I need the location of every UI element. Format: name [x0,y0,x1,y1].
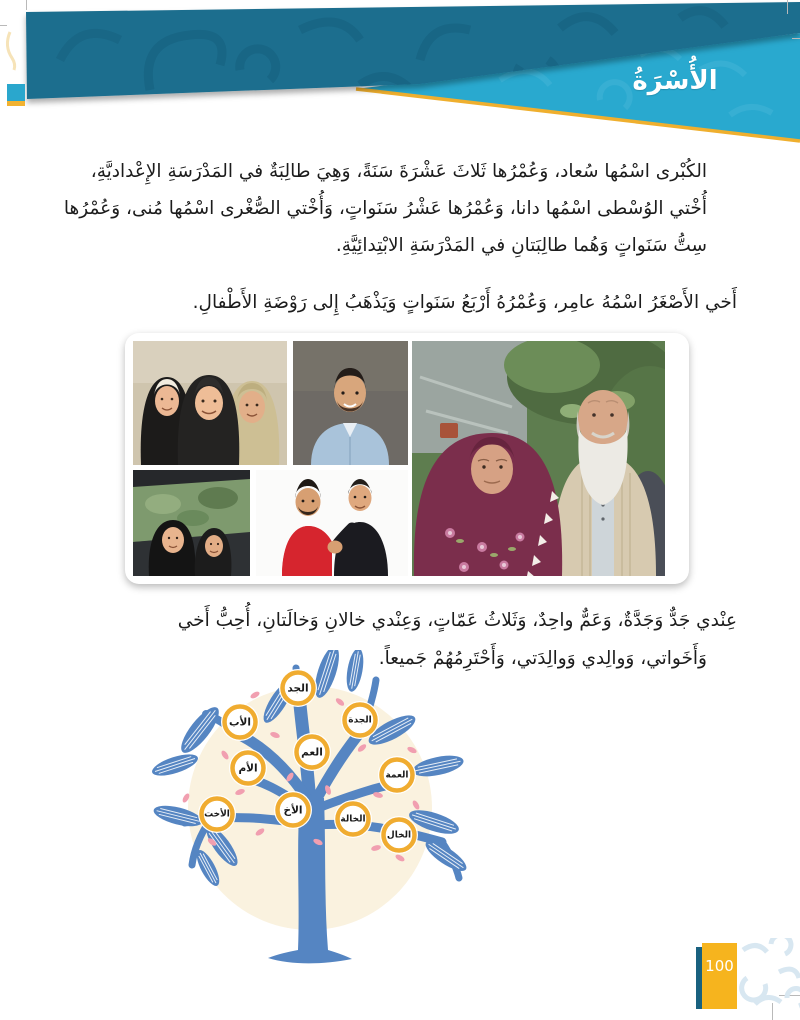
corner-calligraphy-pattern [735,938,800,1020]
clasped-hands [328,541,343,554]
tree-node-9 [380,816,418,854]
paragraph-line: عِنْدي جَدٌّ وَجَدَّةٌ، وَعَمٌّ واحِدٌ، وَثَلاثُ عَمّاتٍ، وَعِنْدي خالانِ وَخالَتانِ، أُحِبُّ أَخي [177,610,737,631]
crop-mark [787,0,788,14]
tree-node-5 [378,756,416,794]
paragraph-line: سِتُّ سَنَواتٍ وَهُما طالِبَتانِ في المَدْرَسَةِ الابْتِدائِيَّةِ. [335,235,707,256]
crop-mark [792,38,800,39]
photo-man-blue-shirt [293,341,408,465]
tree-node-label: الخال [386,830,412,841]
page-number: 100 [705,957,734,975]
intro-paragraphs [63,153,737,321]
photo-three-women-hijab [133,341,287,465]
tree-node-label: الجد [287,682,309,695]
page-title: الأُسْرَةُ [632,66,718,96]
tree-node-label: الخالة [340,814,366,825]
paragraph-line: أَخي الأَصْغَرُ اسْمُهُ عامِر، وَعُمْرُهُ أَرْبَعُ سَنَواتٍ وَيَذْهَبُ إِلى رَوْضَةِ الأَطْفالِ. [192,292,737,313]
tree-node-label: العم [301,746,323,759]
tree-node-label: الجدة [348,715,372,726]
paragraph-line: الكُبْرى اسْمُها سُعاد، وَعُمْرُها ثَلاثَ عَشْرَةَ سَنَةً، وَهِيَ طالِبَةٌ في المَدْرَسَةِ الإِعْداديَّةِ، [90,161,707,182]
tree-node-label: الأم [238,762,258,775]
tree-node-3 [293,733,331,771]
tree-node-label: الأب [229,716,251,729]
family-photo-collage [125,333,689,584]
left-margin-decor-glyph [7,32,14,70]
left-yellow-strip [7,101,25,106]
tree-node-1 [221,703,259,741]
crop-mark [0,25,7,26]
tree-node-6 [198,795,236,833]
tree-node-7 [274,791,312,829]
tree-node-0 [279,669,317,707]
photo-two-men-handclasp [256,470,408,576]
tree-node-2 [341,701,379,739]
page-number-badge [702,943,737,1009]
tree-node-label: الأخ [283,804,303,817]
photo-elderly-couple [412,341,665,576]
crop-mark [26,0,27,10]
tree-node-8 [334,800,372,838]
tree-node-label: الأخت [204,809,230,820]
photo-two-women-in-car [133,470,250,576]
paragraph-line: أُخْتي الوُسْطى اسْمُها دانا، وَعُمْرُها عَشْرُ سَنَواتٍ، وَأُخْتي الصُّغْرى اسْمُها مُنى، وَعُمْرُها [63,198,707,219]
family-tree-illustration [150,650,480,980]
tree-node-label: العمة [385,770,409,781]
tree-node-4 [229,749,267,787]
left-cyan-square [7,84,25,101]
paragraph-line: وَأَخَواتي، وَوالِدي وَوالِدَتي، وَأَحْتَرِمُهُمْ جَميعاً. [378,648,707,669]
